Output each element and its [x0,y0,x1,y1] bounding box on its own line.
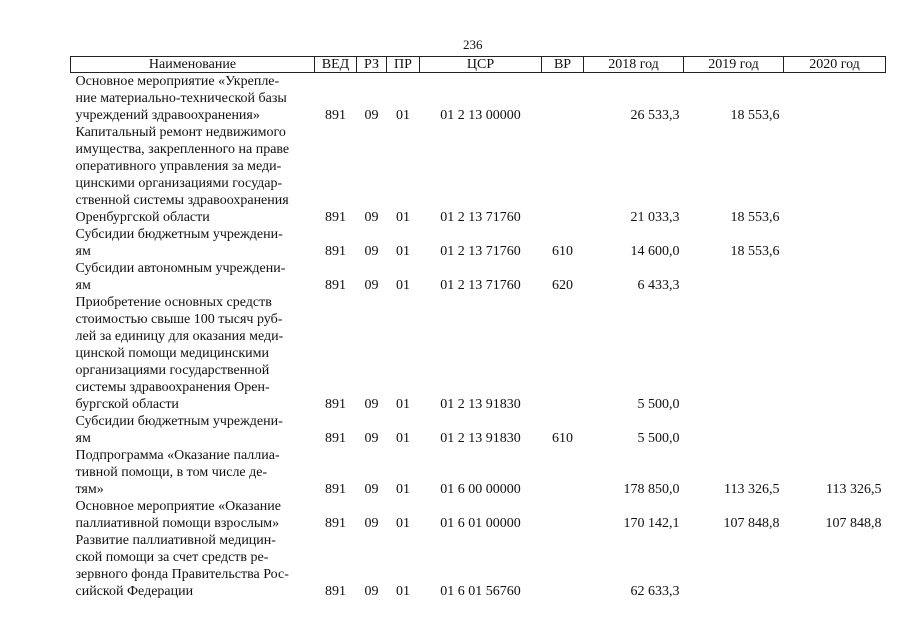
row-csr: 01 6 01 56760 [440,584,521,599]
row-pr: 01 [396,584,410,599]
row-ved: 891 [325,482,346,497]
row-ved: 891 [325,108,346,123]
row-2019: 18 553,6 [730,210,780,225]
row-name-line: Приобретение основных средств [75,295,272,310]
table-row [71,447,886,498]
table-body [71,73,886,601]
header-vr: ВР [542,57,584,73]
row-name-line: ской помощи за счет средств ре- [75,550,269,565]
table-row [71,498,886,532]
header-2018: 2018 год [584,57,684,73]
row-name [71,532,315,600]
row-rz: 09 [364,482,379,497]
row-csr: 01 2 13 91830 [440,397,521,412]
row-vr [542,532,584,600]
row-name-line: оперативного управления за меди- [75,159,282,174]
row-ved: 891 [325,278,346,293]
header-csr: ЦСР [420,57,542,73]
table-row [71,73,886,125]
row-name [71,226,315,260]
table-row [71,226,886,260]
row-ved: 891 [325,584,346,599]
row-rz: 09 [364,516,379,531]
row-name [71,260,315,294]
row-csr: 01 2 13 71760 [440,278,521,293]
row-ved: 891 [325,210,346,225]
row-2018: 14 600,0 [630,244,680,259]
row-name-line: ние материально-технической базы [75,91,287,106]
row-pr: 01 [396,431,410,446]
row-ved: 891 [325,244,346,259]
budget-table [70,56,886,600]
row-csr: 01 2 13 00000 [440,108,521,123]
row-name-line: ям [75,278,91,293]
row-2020 [784,413,886,447]
row-name [71,447,315,498]
row-2019 [684,294,784,413]
table-row [71,260,886,294]
row-csr: 01 6 00 00000 [440,482,521,497]
row-pr: 01 [396,244,410,259]
row-name-line: ственной системы здравоохранения [75,193,289,208]
row-pr: 01 [396,516,410,531]
row-name-line: сийской Федерации [75,584,194,599]
table-row [71,413,886,447]
row-name-line: Подпрограмма «Оказание паллиа- [75,448,280,463]
row-2019: 113 326,5 [724,482,780,497]
row-2020 [784,73,886,125]
row-2018: 5 500,0 [637,431,680,446]
row-vr [542,498,584,532]
row-2018: 5 500,0 [637,397,680,412]
row-2019 [684,260,784,294]
row-name [71,294,315,413]
page-number: 236 [463,37,483,52]
row-2020 [784,532,886,600]
row-name-line: Субсидии бюджетным учреждени- [75,227,283,242]
header-ved: ВЕД [315,57,357,73]
row-name-line: Капитальный ремонт недвижимого [75,125,286,140]
row-name-line: стоимостью свыше 100 тысяч руб- [75,312,283,327]
row-2020 [784,226,886,260]
row-name-line: зервного фонда Правительства Рос- [75,567,289,582]
header-rz: РЗ [357,57,387,73]
row-2018: 26 533,3 [630,108,680,123]
row-name-line: Оренбургской области [75,210,210,225]
row-vr: 610 [552,244,573,259]
row-name [71,73,315,125]
header-name: Наименование [71,57,315,73]
row-vr: 610 [552,431,573,446]
row-pr: 01 [396,108,410,123]
row-vr [542,294,584,413]
header-pr: ПР [387,57,420,73]
row-name-line: Субсидии автономным учреждени- [75,261,286,276]
row-rz: 09 [364,210,379,225]
row-2020: 113 326,5 [826,482,882,497]
row-name-line: системы здравоохранения Орен- [75,380,270,395]
table-row [71,294,886,413]
row-vr [542,124,584,226]
row-2019 [684,532,784,600]
row-2018: 62 633,3 [630,584,680,599]
row-ved: 891 [325,431,346,446]
row-2019 [684,413,784,447]
row-name-line: Основное мероприятие «Оказание [75,499,281,514]
row-name-line: ям [75,431,91,446]
row-name-line: имущества, закрепленного на праве [75,142,290,157]
table-header [71,57,886,73]
table-row [71,532,886,600]
row-name-line: цинскими организациями государ- [75,176,283,191]
row-csr: 01 2 13 71760 [440,210,521,225]
row-pr: 01 [396,278,410,293]
row-name-line: Субсидии бюджетным учреждени- [75,414,283,429]
row-name-line: ям [75,244,91,259]
row-2019: 18 553,6 [730,108,780,123]
row-rz: 09 [364,397,379,412]
row-rz: 09 [364,244,379,259]
row-pr: 01 [396,397,410,412]
row-csr: 01 2 13 71760 [440,244,521,259]
row-rz: 09 [364,431,379,446]
row-rz: 09 [364,108,379,123]
row-name-line: учреждений здравоохранения» [75,108,260,123]
row-name-line: организациями государственной [75,363,270,378]
row-name [71,124,315,226]
row-2019: 18 553,6 [730,244,780,259]
row-vr [542,447,584,498]
row-name-line: лей за единицу для оказания меди- [75,329,284,344]
row-2018: 6 433,3 [637,278,680,293]
row-pr: 01 [396,210,410,225]
row-2020 [784,260,886,294]
row-rz: 09 [364,584,379,599]
row-csr: 01 6 01 00000 [440,516,521,531]
row-name-line: цинской помощи медицинскими [75,346,269,361]
row-name-line: Развитие паллиативной медицин- [75,533,276,548]
row-name-line: Основное мероприятие «Укрепле- [75,74,280,89]
row-name [71,413,315,447]
header-2020: 2020 год [784,57,886,73]
row-2020 [784,124,886,226]
row-2018: 21 033,3 [630,210,680,225]
row-rz: 09 [364,278,379,293]
header-2019: 2019 год [684,57,784,73]
row-name-line: бургской области [75,397,179,412]
row-2020: 107 848,8 [825,516,882,531]
row-vr: 620 [552,278,573,293]
row-name-line: тивной помощи, в том числе де- [75,465,268,480]
row-2018: 170 142,1 [623,516,680,531]
row-ved: 891 [325,397,346,412]
row-name-line: паллиативной помощи взрослым» [75,516,280,531]
row-pr: 01 [396,482,410,497]
table-row [71,124,886,226]
row-name [71,498,315,532]
row-ved: 891 [325,516,346,531]
row-2020 [784,294,886,413]
row-2018: 178 850,0 [623,482,680,497]
row-csr: 01 2 13 91830 [440,431,521,446]
row-2019: 107 848,8 [723,516,780,531]
row-name-line: тям» [75,482,104,497]
row-vr [542,73,584,125]
